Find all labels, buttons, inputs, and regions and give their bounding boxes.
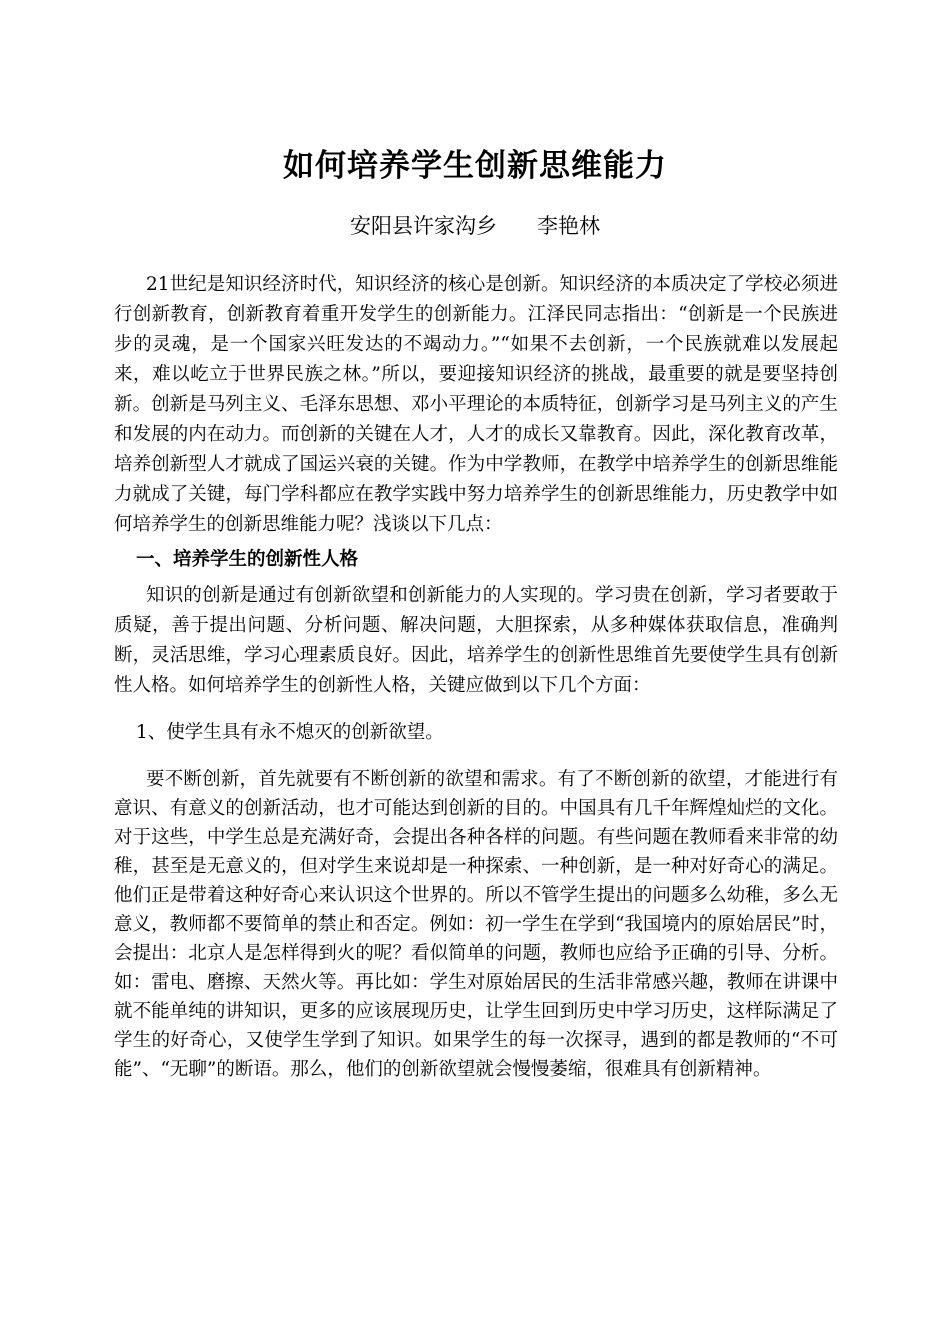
- section-heading-1: 一、培养学生的创新性人格: [136, 549, 359, 570]
- section-1-1-paragraph: 要不断创新，首先就要有不断创新的欲望和需求。有了不断创新的欲望，才能进行有意识、有意义的创新活动，也才可能达到创新的目的。中国具有几千年辉煌灿烂的文化。对于这些，中学生总是充满好奇，会提出各种各样的问题。有些问题在教师看来非常的幼稚，甚至是无意义的，但对学生来说却是一种探索、一种创新，是一种对好奇心的满足。他们正是带着这种好奇心来认识这个世界的。所以不管学生提出的问题多么幼稚，多么无意义，教师都不要简单的禁止和否定。例如：初一学生在学到“我国境内的原始居民”时，会提出：北京人是怎样得到火的呢？看似简单的问题，教师也应给予正确的引导、分析。如：雷电、磨擦、天然火等。再比如：学生对原始居民的生活非常感兴趣，教师在讲课中就不能单纯的讲知识，更多的应该展现历史，让学生回到历史中学习历史，这样际满足了学生的好奇心，又使学生学到了知识。如果学生的每一次探寻，遇到的都是教师的“不可能”、“无聊”的断语。那么，他们的创新欲望就会慢慢萎缩，很难具有创新精神。: [114, 769, 838, 1080]
- document-body: [114, 270, 838, 1084]
- document-title: 如何培养学生创新思维能力: [283, 148, 667, 184]
- intro-paragraph: 21世纪是知识经济时代，知识经济的核心是创新。知识经济的本质决定了学校必须进行创新教育，创新教育着重开发学生的创新能力。江泽民同志指出：“创新是一个民族进步的灵魂，是一个国家兴旺发达的不竭动力。”“如果不去创新，一个民族就难以发展起来，难以屹立于世界民族之林。”所以，要迎接知识经济的挑战，最重要的就是要坚持创新。创新是马列主义、毛泽东思想、邓小平理论的本质特征，创新学习是马列主义的产生和发展的内在动力。而创新的关键在人才，人才的成长又靠教育。因此，深化教育改革，培养创新型人才就成了国运兴衰的关键。作为中学教师，在教学中培养学生的创新思维能力就成了关键，每门学科都应在教学实践中努力培养学生的创新思维能力，历史教学中如何培养学生的创新思维能力呢？浅谈以下几点：: [114, 274, 838, 535]
- subheading-1: 1、使学生具有永不熄灭的创新欲望。: [136, 721, 444, 743]
- author-line: 安阳县许家沟乡 李艳林: [349, 214, 601, 238]
- section-1-paragraph: 知识的创新是通过有创新欲望和创新能力的人实现的。学习贵在创新，学习者要敢于质疑，善于提出问题、分析问题、解决问题，大胆探索，从多种媒体获取信息，准确判断，灵活思维，学习心理素质良好。因此，培养学生的创新性思维首先要使学生具有创新性人格。如何培养学生的创新性人格，关键应做到以下几个方面：: [114, 584, 838, 696]
